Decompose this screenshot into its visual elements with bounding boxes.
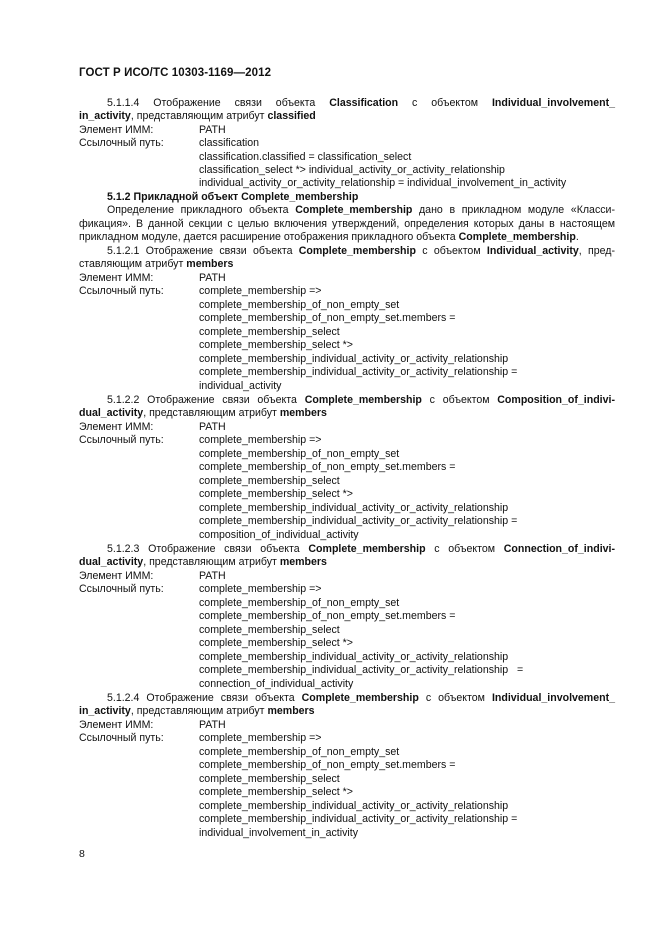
section-5-1-2-3-title-cont: dual_activity, представляющим атрибут members (79, 556, 327, 568)
path-line: complete_membership_select (199, 773, 340, 785)
paragraph-line: фикация». В данной секции с целью включения утверждений, определения которых даны в настоящем (79, 218, 615, 230)
path-line: complete_membership_individual_activity_or_activity_relationship = (199, 515, 518, 527)
path-label: Ссылочный путь: (79, 137, 164, 149)
path-line: complete_membership_individual_activity_or_activity_relationship = (199, 813, 518, 825)
path-line: complete_membership_individual_activity_or_activity_relationship = (199, 664, 524, 676)
path-label: Ссылочный путь: (79, 583, 164, 595)
paragraph-line: прикладном модуле, дается расширение отображения прикладного объекта Complete_membership. (79, 231, 579, 243)
path-line: complete_membership_select *> (199, 786, 353, 798)
page-number: 8 (79, 848, 85, 860)
section-5-1-2-1-title: 5.1.2.1 Отображение связи объекта Complete_membership с объектом Individual_activity, пред- (107, 245, 615, 257)
path-line: connection_of_individual_activity (199, 678, 354, 690)
path-line: complete_membership_individual_activity_or_activity_relationship = (199, 366, 518, 378)
element-value: PATH (199, 719, 226, 731)
element-label: Элемент ИММ: (79, 421, 154, 433)
paragraph-line: Определение прикладного объекта Complete_membership дано в прикладном модуле «Класси- (107, 204, 615, 216)
element-value: PATH (199, 124, 226, 136)
path-line: composition_of_individual_activity (199, 529, 359, 541)
path-line: classification.classified = classification_select (199, 151, 412, 163)
document-header: ГОСТ Р ИСО/ТС 10303-1169—2012 (79, 67, 272, 79)
path-line: complete_membership_select (199, 326, 340, 338)
path-line: classification_select *> individual_activity_or_activity_relationship (199, 164, 505, 176)
path-line: complete_membership_select *> (199, 637, 353, 649)
element-label: Элемент ИММ: (79, 719, 154, 731)
path-line: individual_involvement_in_activity (199, 827, 358, 839)
path-line: complete_membership_individual_activity_or_activity_relationship (199, 353, 509, 365)
path-line: complete_membership_select (199, 475, 340, 487)
path-line: complete_membership => (199, 434, 322, 446)
section-5-1-2-2-title-cont: dual_activity, представляющим атрибут members (79, 407, 327, 419)
path-line: complete_membership_of_non_empty_set (199, 448, 400, 460)
path-line: complete_membership => (199, 285, 322, 297)
path-line: complete_membership => (199, 732, 322, 744)
path-line: complete_membership => (199, 583, 322, 595)
path-line: complete_membership_of_non_empty_set.members = (199, 759, 456, 771)
path-line: complete_membership_individual_activity_or_activity_relationship (199, 502, 509, 514)
path-line: complete_membership_individual_activity_or_activity_relationship (199, 800, 509, 812)
section-5-1-2-4-title-cont: in_activity, представляющим атрибут members (79, 705, 315, 717)
path-line: complete_membership_select *> (199, 488, 353, 500)
path-line: complete_membership_of_non_empty_set.members = (199, 610, 456, 622)
element-value: PATH (199, 421, 226, 433)
element-label: Элемент ИММ: (79, 124, 154, 136)
path-line: complete_membership_of_non_empty_set (199, 299, 400, 311)
section-5-1-2-1-title-cont: ставляющим атрибут members (79, 258, 234, 270)
path-label: Ссылочный путь: (79, 732, 164, 744)
section-5-1-2-2-title: 5.1.2.2 Отображение связи объекта Complete_membership с объектом Composition_of_indivi- (107, 394, 615, 406)
path-line: complete_membership_of_non_empty_set (199, 746, 400, 758)
path-line: complete_membership_of_non_empty_set.members = (199, 461, 456, 473)
section-5-1-2-4-title: 5.1.2.4 Отображение связи объекта Complete_membership с объектом Individual_involvement_ (107, 692, 615, 704)
section-5-1-2-heading: 5.1.2 Прикладной объект Complete_membership (107, 191, 359, 203)
path-label: Ссылочный путь: (79, 434, 164, 446)
section-5-1-2-3-title: 5.1.2.3 Отображение связи объекта Complete_membership с объектом Connection_of_indivi- (107, 543, 615, 555)
element-value: PATH (199, 570, 226, 582)
element-label: Элемент ИММ: (79, 272, 154, 284)
path-line: complete_membership_of_non_empty_set (199, 597, 400, 609)
path-line: complete_membership_select *> (199, 339, 353, 351)
path-line: complete_membership_select (199, 624, 340, 636)
section-5-1-1-4-title-cont: in_activity, представляющим атрибут classified (79, 110, 316, 122)
element-value: PATH (199, 272, 226, 284)
path-line: complete_membership_individual_activity_or_activity_relationship (199, 651, 509, 663)
path-line: individual_activity_or_activity_relationship = individual_involvement_in_activity (199, 177, 567, 189)
element-label: Элемент ИММ: (79, 570, 154, 582)
path-line: individual_activity (199, 380, 282, 392)
path-line: classification (199, 137, 260, 149)
path-label: Ссылочный путь: (79, 285, 164, 297)
section-5-1-1-4-title: 5.1.1.4 Отображение связи объекта Classification с объектом Individual_involvement_ (107, 97, 615, 109)
path-line: complete_membership_of_non_empty_set.members = (199, 312, 456, 324)
